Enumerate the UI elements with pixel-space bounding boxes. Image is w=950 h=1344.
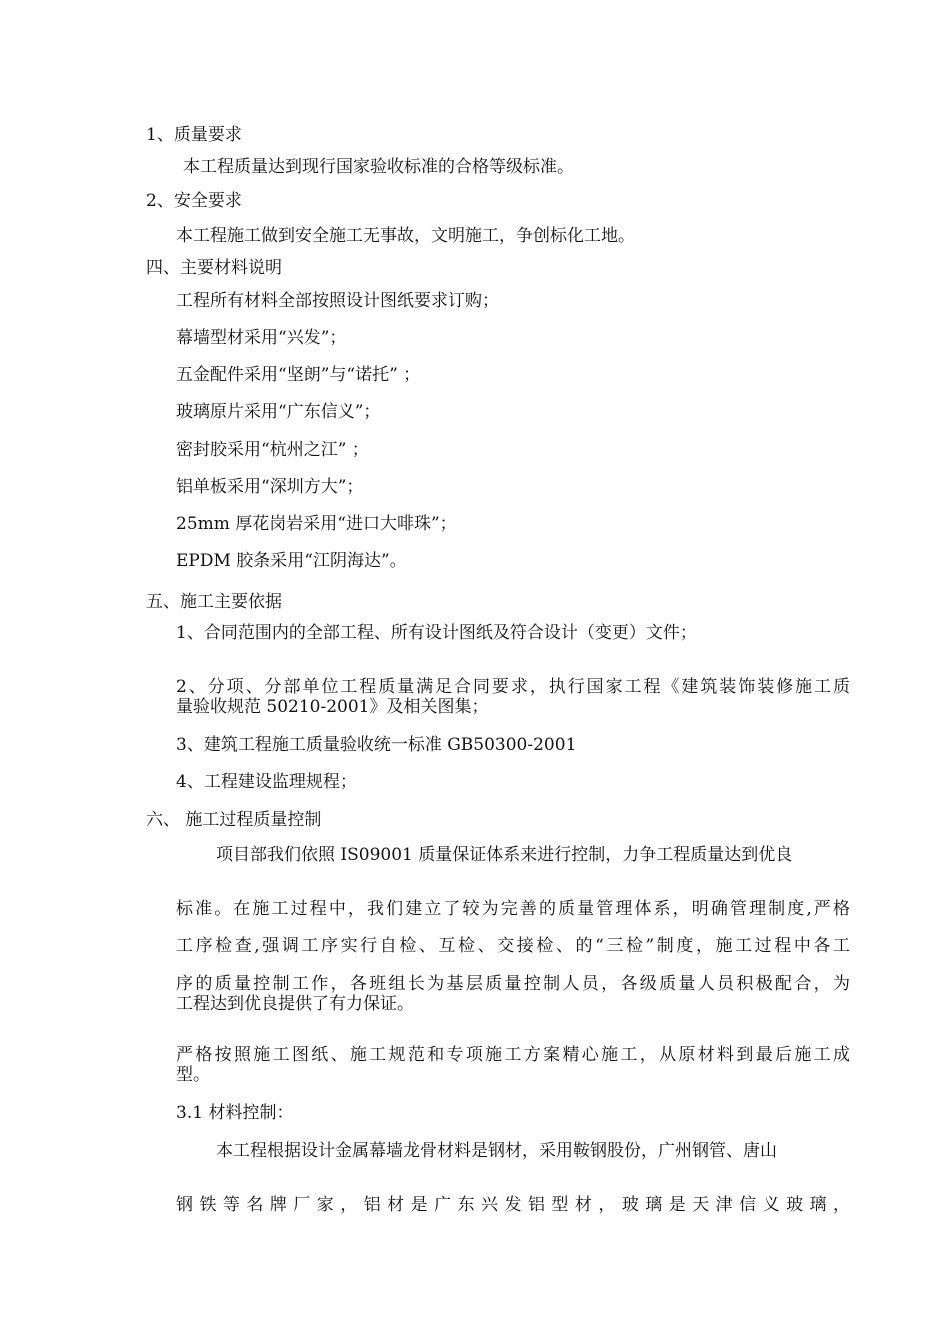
basis-item: 3、建筑工程施工质量验收统一标准 GB50300-2001 (176, 735, 577, 755)
subsection-heading-material-control: 3.1 材料控制： (176, 1103, 294, 1123)
paragraph-material-control: 本工程根据设计金属幕墙龙骨材料是钢材，采用鞍钢股份，广州钢管、唐山 (216, 1141, 777, 1161)
paragraph-process-control: 工程达到优良提供了有力保证。 (176, 994, 414, 1014)
section-heading-process-control: 六、 施工过程质量控制 (146, 810, 322, 830)
paragraph-safety: 本工程施工做到安全施工无事故，文明施工，争创标化工地。 (176, 226, 635, 246)
section-heading-safety: 2、安全要求 (146, 191, 242, 211)
paragraph-process-control: 标准。在施工过程中，我们建立了较为完善的质量管理体系，明确管理制度,严格 (176, 899, 850, 919)
paragraph-construction: 严格按照施工图纸、施工规范和专项施工方案精心施工，从原材料到最后施工成 (176, 1045, 850, 1065)
section-heading-quality: 1、质量要求 (146, 125, 242, 145)
paragraph-process-control: 项目部我们依照 IS09001 质量保证体系来进行控制，力争工程质量达到优良 (216, 845, 793, 865)
material-item: EPDM 胶条采用“江阴海达”。 (176, 551, 407, 571)
material-item: 工程所有材料全部按照设计图纸要求订购； (176, 291, 499, 311)
material-item: 密封胶采用“杭州之江” ； (176, 440, 369, 460)
basis-item-continued: 量验收规范 50210-2001》及相关图集； (176, 697, 489, 717)
section-heading-basis: 五、施工主要依据 (146, 592, 282, 612)
section-heading-materials: 四、主要材料说明 (146, 258, 282, 278)
paragraph-process-control: 工序检查,强调工序实行自检、互检、交接检、的“三检”制度，施工过程中各工 (176, 936, 850, 956)
basis-item: 1、合同范围内的全部工程、所有设计图纸及符合设计（变更）文件； (176, 623, 697, 643)
basis-item: 2、分项、分部单位工程质量满足合同要求，执行国家工程《建筑装饰装修施工质 (176, 677, 850, 697)
paragraph-construction: 型。 (176, 1065, 210, 1085)
material-item: 玻璃原片采用“广东信义”； (176, 402, 381, 422)
paragraph-process-control: 序的质量控制工作，各班组长为基层质量控制人员，各级质量人员积极配合，为 (176, 974, 850, 994)
paragraph-material-control: 钢铁等名牌厂家，铝材是广东兴发铝型材，玻璃是天津信义玻璃， (176, 1195, 850, 1215)
material-item: 五金配件采用“坚朗”与“诺托” ； (176, 365, 421, 385)
basis-item: 4、工程建设监理规程； (176, 772, 357, 792)
material-item: 幕墙型材采用“兴发”； (176, 328, 347, 348)
material-item: 25mm 厚花岗岩采用“进口大啡珠”； (176, 514, 457, 534)
material-item: 铝单板采用“深圳方大”； (176, 477, 364, 497)
paragraph-quality: 本工程质量达到现行国家验收标准的合格等级标准。 (183, 157, 574, 177)
